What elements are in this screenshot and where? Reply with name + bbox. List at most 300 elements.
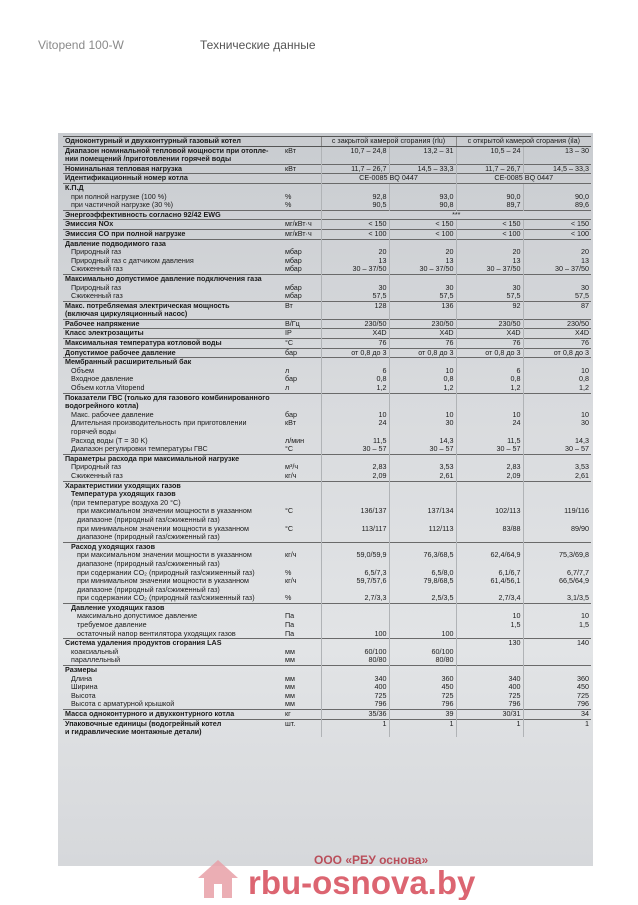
row-unit xyxy=(283,393,321,411)
table-row xyxy=(63,265,591,274)
row-value: 66,5/64,9 xyxy=(523,577,591,594)
table-row xyxy=(63,146,591,164)
row-unit: л/мин xyxy=(285,436,305,445)
row-value: 1 xyxy=(321,719,389,737)
row-value: 89,7 xyxy=(456,201,523,210)
row-value: 13 xyxy=(321,257,389,266)
row-label: Номинальная тепловая нагрузка xyxy=(63,164,283,174)
row-value: 6,7/7,7 xyxy=(523,569,591,578)
row-value xyxy=(389,454,456,463)
row-unit: мбар xyxy=(285,256,302,265)
row-value: 136/137 xyxy=(321,507,389,524)
row-value: 3,53 xyxy=(523,463,591,472)
row-value xyxy=(523,454,591,463)
row-label: Эмиссия CO при полной нагрузке xyxy=(63,229,283,239)
row-label: Давление уходящих газов xyxy=(63,603,283,612)
row-value: 57,5 xyxy=(523,292,591,301)
table-row xyxy=(63,569,591,578)
row-value: 725 xyxy=(321,692,389,701)
row-value-span: CE-0085 BQ 0447 xyxy=(321,174,456,184)
row-value xyxy=(389,603,456,612)
row-value: 2,09 xyxy=(456,472,523,481)
row-value xyxy=(523,183,591,192)
row-value: 0,8 xyxy=(523,375,591,384)
row-value xyxy=(321,499,389,508)
table-row xyxy=(63,692,591,701)
table-row xyxy=(63,454,591,463)
row-label: при минимальном значении мощности в указанном диапазоне (природный газ/сжиженный газ) xyxy=(77,577,249,594)
table-row xyxy=(63,248,591,257)
row-value: 59,7/57,6 xyxy=(321,577,389,594)
row-value: 90,5 xyxy=(321,201,389,210)
row-value: 80/80 xyxy=(321,656,389,665)
row-value: 796 xyxy=(456,700,523,709)
row-unit: % xyxy=(285,192,292,201)
row-value: 140 xyxy=(523,639,591,648)
row-label: Диапазон регулировки температуры ГВС xyxy=(71,445,208,454)
table-row xyxy=(63,577,591,594)
row-label: Система удаления продуктов сгорания LAS xyxy=(63,639,283,648)
table-row xyxy=(63,719,591,737)
row-unit xyxy=(283,239,321,248)
table-row xyxy=(63,239,591,248)
row-unit xyxy=(283,454,321,463)
row-value: 1,2 xyxy=(321,384,389,393)
row-value: 60/100 xyxy=(389,648,456,657)
row-value: 1,2 xyxy=(389,384,456,393)
table-row xyxy=(63,301,591,319)
row-value: 20 xyxy=(389,248,456,257)
table-row xyxy=(63,339,591,349)
table-row xyxy=(63,630,591,639)
row-value: 75,3/69,8 xyxy=(523,551,591,568)
row-value: 102/113 xyxy=(456,507,523,524)
row-label: при содержании CO₂ (природный газ/сжиженный газ) xyxy=(77,594,255,603)
table-row xyxy=(63,612,591,621)
row-value xyxy=(389,666,456,675)
row-value: 89/90 xyxy=(523,525,591,543)
table-row xyxy=(63,490,591,499)
table-row xyxy=(63,375,591,384)
row-label: Объем котла Vitopend xyxy=(71,384,145,393)
row-value xyxy=(523,648,591,657)
table-row xyxy=(63,201,591,210)
row-value xyxy=(456,656,523,665)
row-value: 20 xyxy=(321,248,389,257)
row-value: 796 xyxy=(389,700,456,709)
row-label: Температура уходящих газов xyxy=(71,490,176,499)
row-value: 14,5 – 33,3 xyxy=(523,164,591,174)
table-row xyxy=(63,463,591,472)
row-value xyxy=(456,481,523,490)
row-value: 0,8 xyxy=(389,375,456,384)
row-value: от 0,8 до 3 xyxy=(523,348,591,358)
row-label: Класс электрозащиты xyxy=(63,329,283,339)
table-row xyxy=(63,507,591,524)
row-value xyxy=(321,481,389,490)
row-value: 24 xyxy=(321,419,389,436)
row-label: Макс. потребляемая электрическая мощность (включая циркуляционный насос) xyxy=(63,301,283,319)
row-value: 10 xyxy=(523,411,591,420)
row-label: максимально допустимое давление xyxy=(77,612,198,621)
row-label: при полной нагрузке (100 %) xyxy=(71,192,167,201)
table-row xyxy=(63,542,591,551)
row-value: 2,61 xyxy=(389,472,456,481)
row-unit: °C xyxy=(285,524,294,533)
table-row xyxy=(63,472,591,481)
row-value: 119/116 xyxy=(523,507,591,524)
row-value xyxy=(523,239,591,248)
row-value: 725 xyxy=(523,692,591,701)
table-row xyxy=(63,384,591,393)
row-value: 796 xyxy=(523,700,591,709)
table-row xyxy=(63,710,591,720)
row-value xyxy=(456,454,523,463)
row-value: 62,4/64,9 xyxy=(456,551,523,568)
row-value: 725 xyxy=(389,692,456,701)
row-unit: Па xyxy=(285,621,295,630)
row-value: 14,5 – 33,3 xyxy=(389,164,456,174)
row-value: 130 xyxy=(456,639,523,648)
row-value xyxy=(389,393,456,411)
row-unit: м³/ч xyxy=(285,463,299,472)
row-unit: % xyxy=(285,594,292,603)
row-value-span: CE-0085 BQ 0447 xyxy=(456,174,591,184)
table-row xyxy=(63,551,591,568)
row-unit: мбар xyxy=(285,292,302,301)
row-value: 11,7 – 26,7 xyxy=(456,164,523,174)
table-row xyxy=(63,525,591,543)
row-value: 30 xyxy=(389,284,456,293)
row-value xyxy=(321,639,389,648)
row-unit xyxy=(283,358,321,367)
row-value: < 100 xyxy=(389,229,456,239)
table-row xyxy=(63,411,591,420)
table-row xyxy=(63,210,591,220)
row-unit: кг/ч xyxy=(285,471,297,480)
row-value xyxy=(456,393,523,411)
row-value: 30 – 37/50 xyxy=(523,265,591,274)
row-value: 30/31 xyxy=(456,710,523,720)
table-row xyxy=(63,666,591,675)
table-row xyxy=(63,639,591,648)
row-label: Рабочее напряжение xyxy=(63,319,283,329)
tech-data-table xyxy=(63,136,591,737)
row-value xyxy=(321,274,389,283)
watermark-logo xyxy=(196,848,492,900)
row-value: 90,0 xyxy=(523,193,591,202)
row-value: 83/88 xyxy=(456,525,523,543)
row-value xyxy=(523,499,591,508)
watermark-site: rbu-osnova.by xyxy=(248,864,476,900)
row-unit: кг/ч xyxy=(285,577,297,586)
row-label: Упаковочные единицы (водогрейный котел и гидравлические монтажные детали) xyxy=(63,719,283,737)
row-value: 2,5/3,5 xyxy=(389,594,456,603)
row-label: Ширина xyxy=(71,683,98,692)
row-value: 20 xyxy=(456,248,523,257)
row-value: 57,5 xyxy=(321,292,389,301)
table-row xyxy=(63,603,591,612)
row-value: 136 xyxy=(389,301,456,319)
row-value: 30 xyxy=(321,284,389,293)
row-label: Характеристики уходящих газов xyxy=(63,481,283,490)
table-row xyxy=(63,481,591,490)
row-value xyxy=(523,630,591,639)
row-value: 0,8 xyxy=(321,375,389,384)
row-value: 340 xyxy=(456,675,523,684)
row-value xyxy=(389,612,456,621)
table-row xyxy=(63,367,591,376)
row-value: 57,5 xyxy=(389,292,456,301)
row-value: 3,1/3,5 xyxy=(523,594,591,603)
row-unit: °C xyxy=(283,339,321,349)
row-unit xyxy=(283,639,321,648)
row-value: 400 xyxy=(321,683,389,692)
row-value xyxy=(456,603,523,612)
row-value: < 150 xyxy=(321,220,389,230)
column-open-chamber: с открытой камерой сгорания (ila) xyxy=(456,137,591,147)
row-label: Высота с арматурной крышкой xyxy=(71,700,175,709)
row-value: X4D xyxy=(389,329,456,339)
watermark-company: ООО «РБУ основа» xyxy=(314,853,429,867)
row-value: 10 xyxy=(321,411,389,420)
row-value: 30 – 37/50 xyxy=(389,265,456,274)
row-value: 2,09 xyxy=(321,472,389,481)
row-value: 93,0 xyxy=(389,193,456,202)
row-value: 6 xyxy=(456,367,523,376)
row-value: 90,8 xyxy=(389,201,456,210)
row-value: 6,1/6,7 xyxy=(456,569,523,578)
row-value: 24 xyxy=(456,419,523,436)
row-value: 14,3 xyxy=(523,437,591,446)
row-unit: бар xyxy=(285,375,297,384)
row-value: 113/117 xyxy=(321,525,389,543)
row-value: 20 xyxy=(523,248,591,257)
row-value xyxy=(389,239,456,248)
table-row xyxy=(63,348,591,358)
row-value: 1 xyxy=(389,719,456,737)
row-unit xyxy=(283,174,321,184)
row-value: 79,8/68,5 xyxy=(389,577,456,594)
row-label: Природный газ с датчиком давления xyxy=(71,256,194,265)
row-value xyxy=(389,542,456,551)
row-unit xyxy=(283,490,321,499)
row-label: Параметры расхода при максимальной нагрузке xyxy=(63,454,283,463)
row-value: 11,5 xyxy=(321,437,389,446)
table-row xyxy=(63,419,591,436)
row-unit: % xyxy=(285,568,292,577)
row-value xyxy=(523,542,591,551)
row-value xyxy=(321,603,389,612)
row-unit: IP xyxy=(283,329,321,339)
table-row xyxy=(63,329,591,339)
row-value: 10 xyxy=(389,411,456,420)
row-value: < 100 xyxy=(321,229,389,239)
row-value xyxy=(456,358,523,367)
row-value xyxy=(523,274,591,283)
table-row xyxy=(63,656,591,665)
table-row xyxy=(63,594,591,603)
row-value: от 0,8 до 3 xyxy=(321,348,389,358)
row-value-span: *** xyxy=(321,210,591,220)
row-unit: °C xyxy=(285,507,294,516)
row-label: требуемое давление xyxy=(77,621,147,630)
row-value: X4D xyxy=(321,329,389,339)
row-value: 30 xyxy=(523,284,591,293)
row-value xyxy=(456,542,523,551)
row-value xyxy=(389,490,456,499)
row-value: 6 xyxy=(321,367,389,376)
house-logo-icon xyxy=(196,848,492,900)
row-value: 89,6 xyxy=(523,201,591,210)
row-value: 13 xyxy=(523,257,591,266)
row-value: 76 xyxy=(389,339,456,349)
table-row xyxy=(63,319,591,329)
row-unit: мг/кВт·ч xyxy=(283,229,321,239)
row-value: 87 xyxy=(523,301,591,319)
row-value xyxy=(321,621,389,630)
table-row xyxy=(63,193,591,202)
row-unit: мм xyxy=(285,691,295,700)
row-label: Объем xyxy=(71,366,94,375)
row-value: 450 xyxy=(389,683,456,692)
row-unit: мг/кВт·ч xyxy=(283,220,321,230)
row-value xyxy=(321,542,389,551)
row-value: 100 xyxy=(321,630,389,639)
row-value xyxy=(456,666,523,675)
row-value xyxy=(321,666,389,675)
row-value: 92 xyxy=(456,301,523,319)
row-value: 230/50 xyxy=(523,319,591,329)
table-row xyxy=(63,683,591,692)
row-value: 13 xyxy=(389,257,456,266)
row-value xyxy=(389,274,456,283)
row-label: остаточный напор вентилятора уходящих газов xyxy=(77,629,236,638)
row-value: X4D xyxy=(456,329,523,339)
row-value: 30 xyxy=(456,284,523,293)
table-row xyxy=(63,358,591,367)
row-value: < 150 xyxy=(389,220,456,230)
row-value: 13 – 30 xyxy=(523,146,591,164)
row-value: 10 xyxy=(456,612,523,621)
row-label: Диапазон номинальной тепловой мощности при отопле- нии помещений /приготовлении горячей воды xyxy=(63,146,283,164)
row-value: 10 xyxy=(523,367,591,376)
row-value: 1,5 xyxy=(456,621,523,630)
row-value: 10 xyxy=(523,612,591,621)
section-title: Технические данные xyxy=(200,38,316,52)
row-value: < 100 xyxy=(523,229,591,239)
row-value: 57,5 xyxy=(456,292,523,301)
row-unit: кВт xyxy=(283,164,321,174)
row-label: Природный газ xyxy=(71,463,122,472)
row-value: 39 xyxy=(389,710,456,720)
row-label: Масса одноконтурного и двухконтурного котла xyxy=(63,710,283,720)
row-unit xyxy=(283,666,321,675)
table-row xyxy=(63,257,591,266)
row-value xyxy=(456,274,523,283)
row-value: 725 xyxy=(456,692,523,701)
row-value: < 150 xyxy=(456,220,523,230)
row-value: 400 xyxy=(456,683,523,692)
table-row xyxy=(63,499,591,508)
table-row xyxy=(63,621,591,630)
row-unit: % xyxy=(285,201,292,210)
row-value: 76,3/68,5 xyxy=(389,551,456,568)
row-value xyxy=(389,183,456,192)
row-label: при частичной нагрузке (30 %) xyxy=(71,201,174,210)
row-value xyxy=(456,648,523,657)
row-value: 11,5 xyxy=(456,437,523,446)
row-value xyxy=(321,454,389,463)
row-label: параллельный xyxy=(71,656,121,665)
table-row xyxy=(63,648,591,657)
table-row xyxy=(63,445,591,454)
row-unit: мм xyxy=(285,647,295,656)
row-label: Макс. рабочее давление xyxy=(71,410,154,419)
row-label: Максимальная температура котловой воды xyxy=(63,339,283,349)
row-value: 10,7 – 24,8 xyxy=(321,146,389,164)
row-value: 230/50 xyxy=(456,319,523,329)
row-value xyxy=(321,183,389,192)
row-value xyxy=(456,499,523,508)
row-unit: Вт xyxy=(283,301,321,319)
row-value xyxy=(523,490,591,499)
table-row xyxy=(63,292,591,301)
row-unit: мм xyxy=(285,700,295,709)
row-value: 1,2 xyxy=(456,384,523,393)
row-value: 137/134 xyxy=(389,507,456,524)
row-unit xyxy=(283,481,321,490)
table-row xyxy=(63,174,591,184)
row-value: 1 xyxy=(456,719,523,737)
row-value xyxy=(456,183,523,192)
row-value: 92,8 xyxy=(321,193,389,202)
row-value xyxy=(321,490,389,499)
row-value xyxy=(523,358,591,367)
row-label: Энергоэффективность согласно 92/42 EWG xyxy=(63,210,283,220)
row-unit xyxy=(283,542,321,551)
row-value: < 100 xyxy=(456,229,523,239)
row-label: Размеры xyxy=(63,666,283,675)
row-value: 76 xyxy=(523,339,591,349)
table-row xyxy=(63,183,591,192)
row-unit xyxy=(283,183,321,192)
table-row xyxy=(63,437,591,446)
row-value: 230/50 xyxy=(321,319,389,329)
row-value: 0,8 xyxy=(456,375,523,384)
row-label: Идентификационный номер котла xyxy=(63,174,283,184)
row-value: 1 xyxy=(523,719,591,737)
row-value: от 0,8 до 3 xyxy=(389,348,456,358)
table-row xyxy=(63,284,591,293)
row-value: 60/100 xyxy=(321,648,389,657)
row-value: 1,2 xyxy=(523,384,591,393)
row-label: К.П.Д xyxy=(63,183,283,192)
table-row xyxy=(63,675,591,684)
row-unit: шт. xyxy=(283,719,321,737)
page-header xyxy=(38,38,618,54)
row-value: 14,3 xyxy=(389,437,456,446)
row-value xyxy=(456,239,523,248)
row-label: Входное давление xyxy=(71,375,134,384)
row-value xyxy=(389,481,456,490)
row-value: 450 xyxy=(523,683,591,692)
table-header-row xyxy=(63,137,591,147)
row-value: 30 xyxy=(523,419,591,436)
row-value: 76 xyxy=(321,339,389,349)
row-value xyxy=(321,239,389,248)
row-unit xyxy=(283,603,321,612)
